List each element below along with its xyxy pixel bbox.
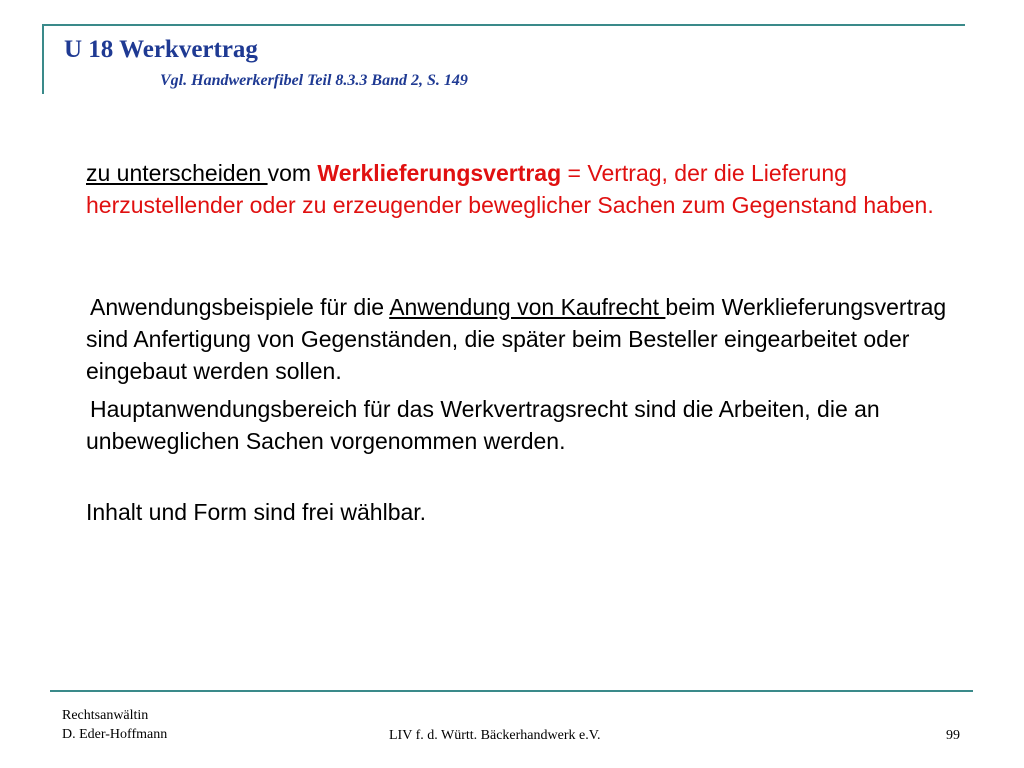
footer-author-title: Rechtsanwältin bbox=[62, 708, 149, 723]
paragraph-anwendungsbeispiele bbox=[86, 291, 966, 387]
slide-subtitle: Vgl. Handwerkerfibel Teil 8.3.3 Band 2, S. 149 bbox=[160, 72, 468, 89]
paragraph-hauptanwendungsbereich bbox=[86, 393, 966, 457]
text-segment: Hauptanwendungsbereich für das Werkvertragsrecht sind die Arbeiten, die an unbeweglichen Sachen vorgenommen werden. bbox=[86, 396, 880, 454]
page-number: 99 bbox=[946, 728, 960, 743]
slide-title: U 18 Werkvertrag bbox=[64, 36, 258, 63]
text-segment: Inhalt und Form sind frei wählbar. bbox=[86, 499, 427, 525]
text-segment: beim Werklieferungsvertrag sind Anfertigung von Gegenständen, die später beim Besteller eingearbeitet oder eingebaut werden sollen. bbox=[86, 294, 947, 384]
paragraph-inhalt-form bbox=[86, 496, 966, 528]
header-rule-top bbox=[42, 24, 965, 26]
paragraph-werklieferungsvertrag bbox=[86, 157, 966, 221]
underlined-text: zu unterscheiden bbox=[86, 160, 268, 186]
header-rule-left bbox=[42, 24, 44, 94]
bold-term: Werklieferungsvertrag bbox=[317, 160, 562, 186]
text-segment: Anwendungsbeispiele für die bbox=[90, 294, 390, 320]
footer-author-name: D. Eder-Hoffmann bbox=[62, 727, 168, 742]
footer-rule bbox=[50, 690, 973, 692]
text-segment: vom bbox=[267, 160, 318, 186]
underlined-text: Anwendung von Kaufrecht bbox=[389, 294, 666, 320]
footer-author bbox=[62, 706, 167, 744]
text-segment: = Vertrag, der die Lieferung herzustellender oder zu erzeugender beweglicher Sachen zum Gegenstand haben. bbox=[86, 160, 934, 218]
footer-organization: LIV f. d. Württ. Bäckerhandwerk e.V. bbox=[389, 728, 601, 743]
